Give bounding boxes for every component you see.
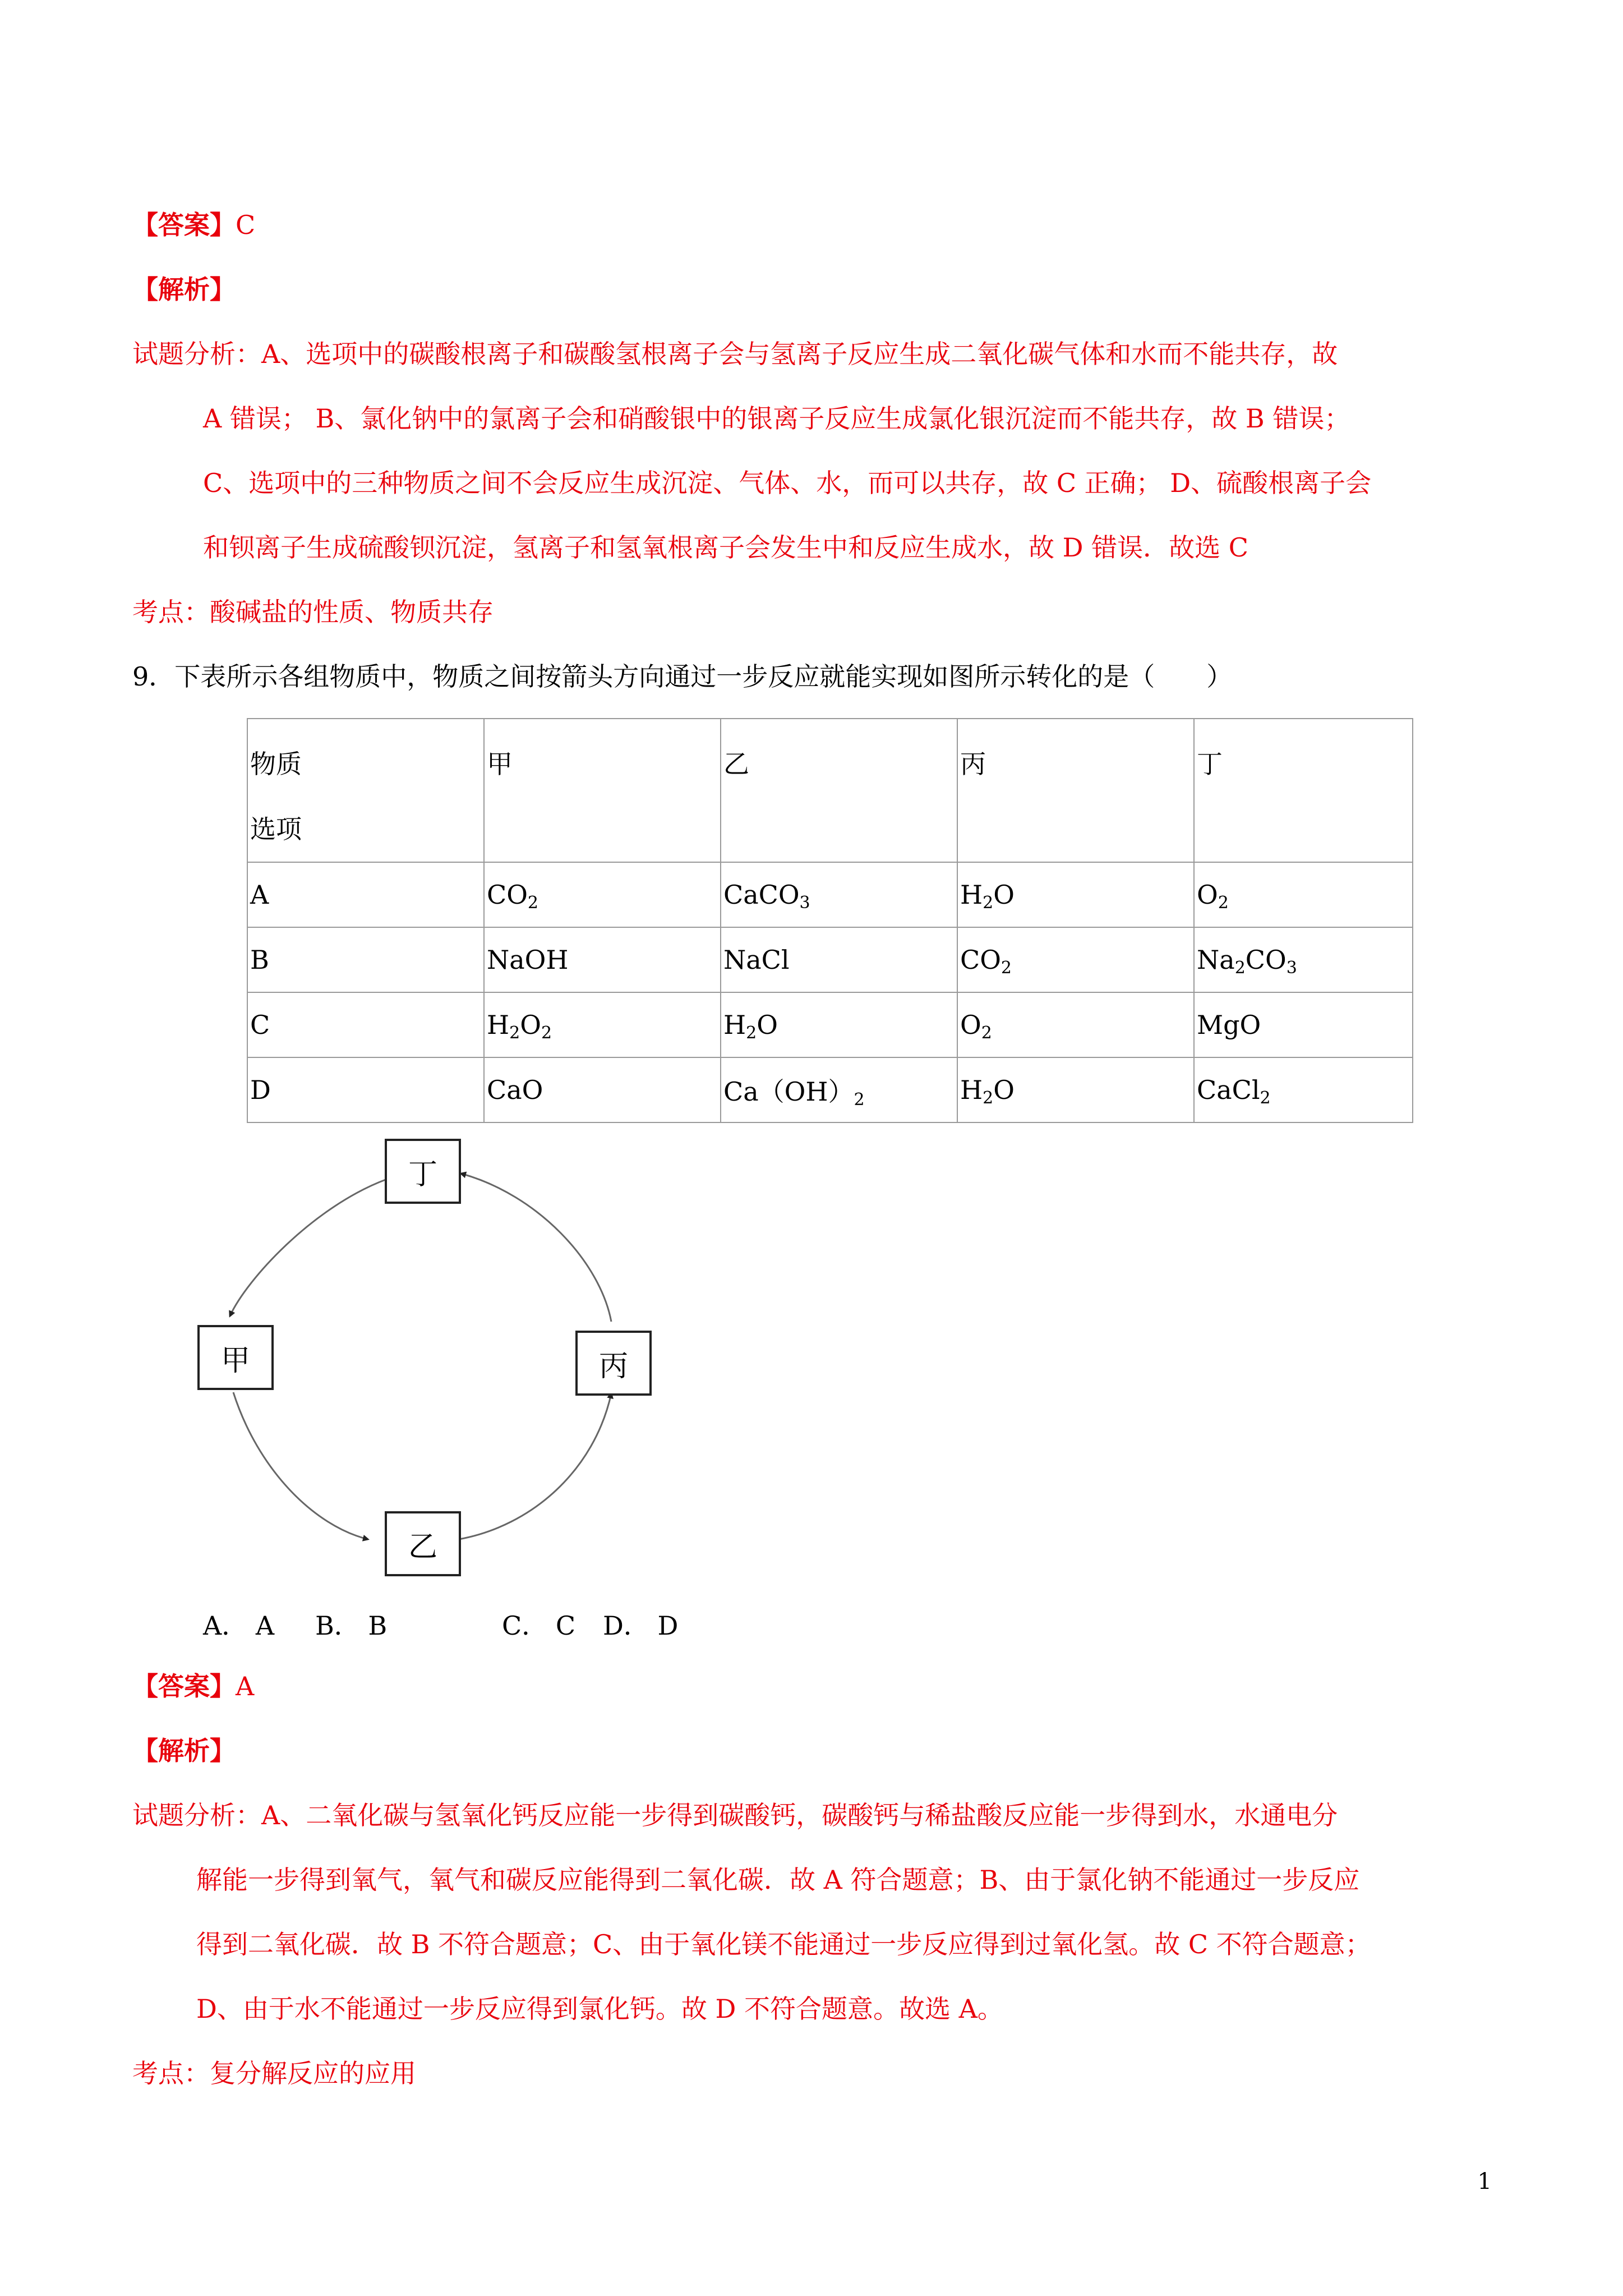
node-ding: 丁: [385, 1139, 461, 1204]
option-c[interactable]: C． C: [502, 1611, 576, 1641]
corner-top-label: 物质: [250, 749, 302, 779]
answer-value: A: [236, 1671, 255, 1701]
formula-cell: $CO_2$: [957, 927, 1194, 992]
arrow-jia-to-yi: [233, 1392, 368, 1539]
column-header: 丙: [957, 719, 1194, 862]
formula-cell: $H_2O_2$: [484, 992, 721, 1057]
page-number: 1: [1477, 2169, 1492, 2194]
analysis-line: A 错误； B、氯化钠中的氯离子会和硝酸银中的银离子反应生成氯化银沉淀而不能共存，故 B 错误；: [203, 403, 1350, 434]
formula-cell: CaCl$_2$: [1194, 1057, 1413, 1122]
formula-cell: $H_2O$: [957, 1057, 1194, 1122]
node-jia: 甲: [197, 1325, 274, 1390]
formula-cell: $H_2O$: [957, 862, 1194, 927]
formula-cell: $O_2$: [957, 992, 1194, 1057]
column-header: 丁: [1194, 719, 1413, 862]
column-header: 甲: [484, 719, 721, 862]
analysis-line: D、由于水不能通过一步反应得到氯化钙。故 D 不符合题意。故选 A。: [196, 1994, 1003, 2024]
formula-cell: $Na_2CO_3$: [1194, 927, 1413, 992]
arrow-yi-to-bing: [459, 1393, 611, 1539]
answer-label: 【答案】: [132, 210, 236, 240]
formula-cell: MgO: [1194, 992, 1413, 1057]
analysis-line: 和钡离子生成硫酸钡沉淀，氢离子和氢氧根离子会发生中和反应生成水，故 D 错误．故选 C: [203, 532, 1248, 563]
analysis-label: 【解析】: [132, 274, 236, 305]
analysis-line: 得到二氧化碳．故 B 不符合题意；C、由于氧化镁不能通过一步反应得到过氧化氢。故 C 不符合题意；: [196, 1929, 1371, 1959]
option-cell: A: [247, 862, 484, 927]
node-bing: 丙: [575, 1331, 652, 1396]
option-cell: B: [247, 927, 484, 992]
node-yi: 乙: [385, 1511, 461, 1576]
option-cell: D: [247, 1057, 484, 1122]
analysis-line: C、选项中的三种物质之间不会反应生成沉淀、气体、水，而可以共存，故 C 正确； D、硫酸根离子会: [203, 468, 1372, 498]
formula-cell: NaCl: [721, 927, 957, 992]
question-stem: 9．下表所示各组物质中，物质之间按箭头方向通过一步反应就能实现如图所示转化的是（ ）: [132, 661, 1233, 692]
answer-value: C: [236, 210, 256, 240]
answer-2: [132, 1669, 254, 1704]
formula-cell: CaO: [484, 1057, 721, 1122]
formula-cell: $CO_2$: [484, 862, 721, 927]
formula-cell: NaOH: [484, 927, 721, 992]
formula-cell: $Ca(OH)_2$: [721, 1057, 957, 1122]
column-header: 乙: [721, 719, 957, 862]
answer-label: 【答案】: [132, 1671, 236, 1701]
analysis-line: 试题分析：A、选项中的碳酸根离子和碳酸氢根离子会与氢离子反应生成二氧化碳气体和水而不能共存，故: [132, 339, 1338, 369]
kaodian: 考点：复分解反应的应用: [132, 2058, 416, 2088]
formula-cell: $H_2O$: [721, 992, 957, 1057]
option-cell: C: [247, 992, 484, 1057]
arrow-bing-to-ding: [461, 1174, 611, 1322]
option-d[interactable]: D． D: [603, 1611, 679, 1641]
formula-cell: CaCO$_3$: [721, 862, 957, 927]
kaodian: 考点：酸碱盐的性质、物质共存: [132, 597, 494, 627]
arrow-ding-to-jia: [230, 1179, 387, 1316]
option-a[interactable]: A． A: [203, 1611, 275, 1641]
analysis-line: 解能一步得到氧气，氧气和碳反应能得到二氧化碳．故 A 符合题意；B、由于氯化钠不能通过一步反应: [196, 1865, 1360, 1895]
formula-cell: $O_2$: [1194, 862, 1413, 927]
corner-bottom-label: 选项: [250, 814, 302, 844]
option-b[interactable]: B． B: [315, 1611, 388, 1641]
analysis-label: 【解析】: [132, 1736, 236, 1766]
analysis-line: 试题分析：A、二氧化碳与氢氧化钙反应能一步得到碳酸钙，碳酸钙与稀盐酸反应能一步得到水，水通电分: [132, 1800, 1338, 1830]
